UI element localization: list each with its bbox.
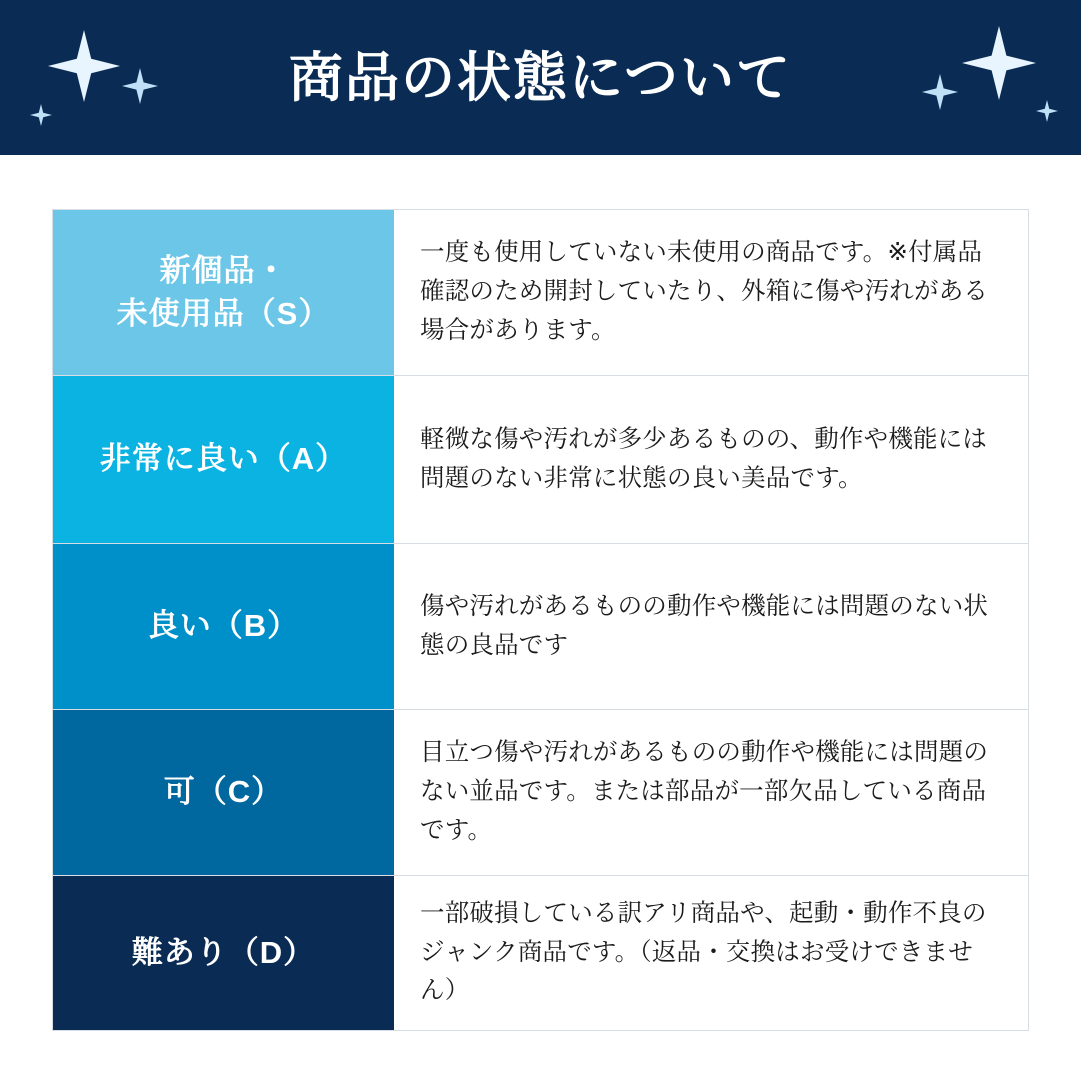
description-cell-b xyxy=(394,544,1028,709)
sparkle-icon-tiny-left xyxy=(30,104,52,126)
grade-cell-c xyxy=(53,710,394,875)
description-text: 傷や汚れがあるものの動作や機能には問題のない状態の良品です xyxy=(420,592,989,659)
sparkle-icon-small-left xyxy=(122,68,158,104)
page-header xyxy=(0,0,1081,155)
grade-cell-d xyxy=(53,876,394,1030)
description-text: 一部破損している訳アリ商品や、起動・動作不良のジャンク商品です。（返品・交換はお受けできません） xyxy=(420,899,987,1005)
grade-label-line1: 新個品・ xyxy=(159,252,288,288)
table-row xyxy=(53,710,1028,876)
grade-label: 可（C） xyxy=(163,774,284,810)
grade-label: 非常に良い（A） xyxy=(99,441,348,477)
grade-cell-b xyxy=(53,544,394,709)
description-cell-s xyxy=(394,210,1028,375)
grade-label: 良い（B） xyxy=(147,608,300,644)
description-text: 目立つ傷や汚れがあるものの動作や機能には問題のない並品です。または部品が一部欠品している商品です。 xyxy=(420,739,989,844)
description-cell-a xyxy=(394,376,1028,543)
description-cell-c xyxy=(394,710,1028,875)
page-title: 商品の状態について xyxy=(289,47,792,108)
grade-cell-s xyxy=(53,210,394,375)
table-row xyxy=(53,210,1028,376)
grade-label-line2: 未使用品（S） xyxy=(116,295,331,331)
grade-cell-a xyxy=(53,376,394,543)
description-text: 軽微な傷や汚れが多少あるものの、動作や機能には問題のない非常に状態の良い美品です。 xyxy=(420,425,988,492)
sparkle-icon-large-left xyxy=(48,30,120,102)
description-text: 一度も使用していない未使用の商品です。※付属品確認のため開封していたり、外箱に傷や汚れがある場合があります。 xyxy=(420,239,989,344)
description-cell-d xyxy=(394,876,1028,1030)
sparkle-icon-small-right xyxy=(922,74,958,110)
table-row xyxy=(53,876,1028,1030)
table-row xyxy=(53,376,1028,544)
sparkle-icon-tiny-right xyxy=(1036,100,1058,122)
table-row xyxy=(53,544,1028,710)
grade-label: 難あり（D） xyxy=(131,934,316,970)
sparkle-icon-large-right xyxy=(962,26,1036,100)
condition-table xyxy=(52,209,1029,1031)
